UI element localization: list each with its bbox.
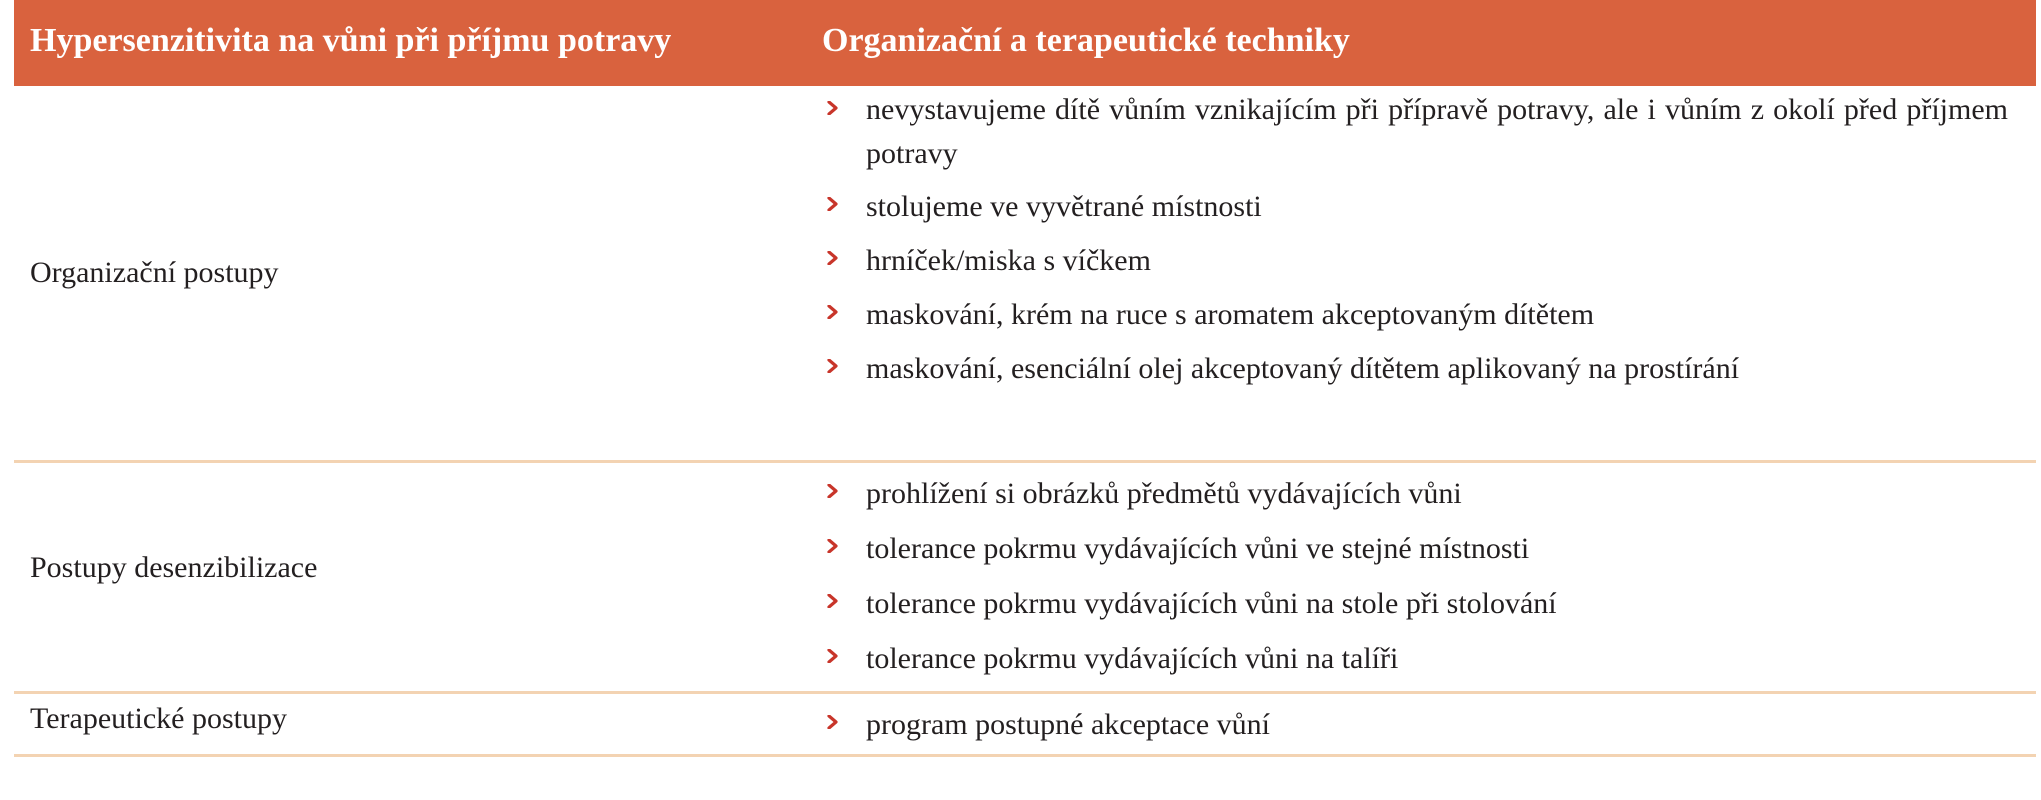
list-item-text: hrníček/miska s víčkem <box>866 244 1151 277</box>
chevron-right-icon <box>826 197 840 211</box>
list-item <box>822 526 2008 572</box>
list-item-text: program postupné akceptace vůní <box>866 708 1271 741</box>
list-item <box>822 581 2008 627</box>
list-item <box>822 346 2008 392</box>
list-item <box>822 292 2008 338</box>
row-label: Terapeutické postupy <box>30 702 287 735</box>
header-col-hypersensitivity: Hypersenzitivita na vůni při příjmu potravy <box>30 22 672 59</box>
list-item-text: maskování, krém na ruce s aromatem akceptovaným dítětem <box>866 298 1595 331</box>
chevron-right-icon <box>826 359 840 373</box>
table-header <box>14 0 2036 86</box>
list-item <box>822 88 2008 176</box>
header-col-techniques: Organizační a terapeutické techniky <box>822 22 1350 59</box>
chevron-right-icon <box>826 484 840 498</box>
chevron-right-icon <box>826 715 840 729</box>
row-label: Postupy desenzibilizace <box>30 551 318 584</box>
chevron-right-icon <box>826 251 840 265</box>
list-item-text: tolerance pokrmu vydávajících vůni ve stejné místnosti <box>866 532 1530 565</box>
table-row-organizational <box>14 86 2036 463</box>
chevron-right-icon <box>826 594 840 608</box>
row-label: Organizační postupy <box>30 256 279 289</box>
list-item-text: prohlížení si obrázků předmětů vydávajících vůni <box>866 477 1462 510</box>
table-row-therapeutic <box>14 694 2036 757</box>
chevron-right-icon <box>826 305 840 319</box>
list-item <box>822 238 2008 284</box>
list-item-text: tolerance pokrmu vydávajících vůni na stole při stolování <box>866 587 1557 620</box>
chevron-right-icon <box>826 649 840 663</box>
table-row-desensitization <box>14 463 2036 694</box>
technique-list <box>822 702 2008 760</box>
list-item <box>822 471 2008 517</box>
list-item-text: tolerance pokrmu vydávajících vůni na talíři <box>866 642 1399 675</box>
list-item-text: nevystavujeme dítě vůním vznikajícím při přípravě potravy, ale i vůním z okolí před příjmem potravy <box>866 93 2008 170</box>
techniques-table <box>14 0 2036 757</box>
list-item-text: stolujeme ve vyvětrané místnosti <box>866 190 1262 223</box>
technique-list <box>822 471 2008 691</box>
technique-list <box>822 88 2008 400</box>
chevron-right-icon <box>826 101 840 115</box>
list-item <box>822 636 2008 682</box>
list-item-text: maskování, esenciální olej akceptovaný dítětem aplikovaný na prostírání <box>866 352 1740 385</box>
list-item <box>822 702 2008 748</box>
list-item <box>822 184 2008 230</box>
chevron-right-icon <box>826 539 840 553</box>
